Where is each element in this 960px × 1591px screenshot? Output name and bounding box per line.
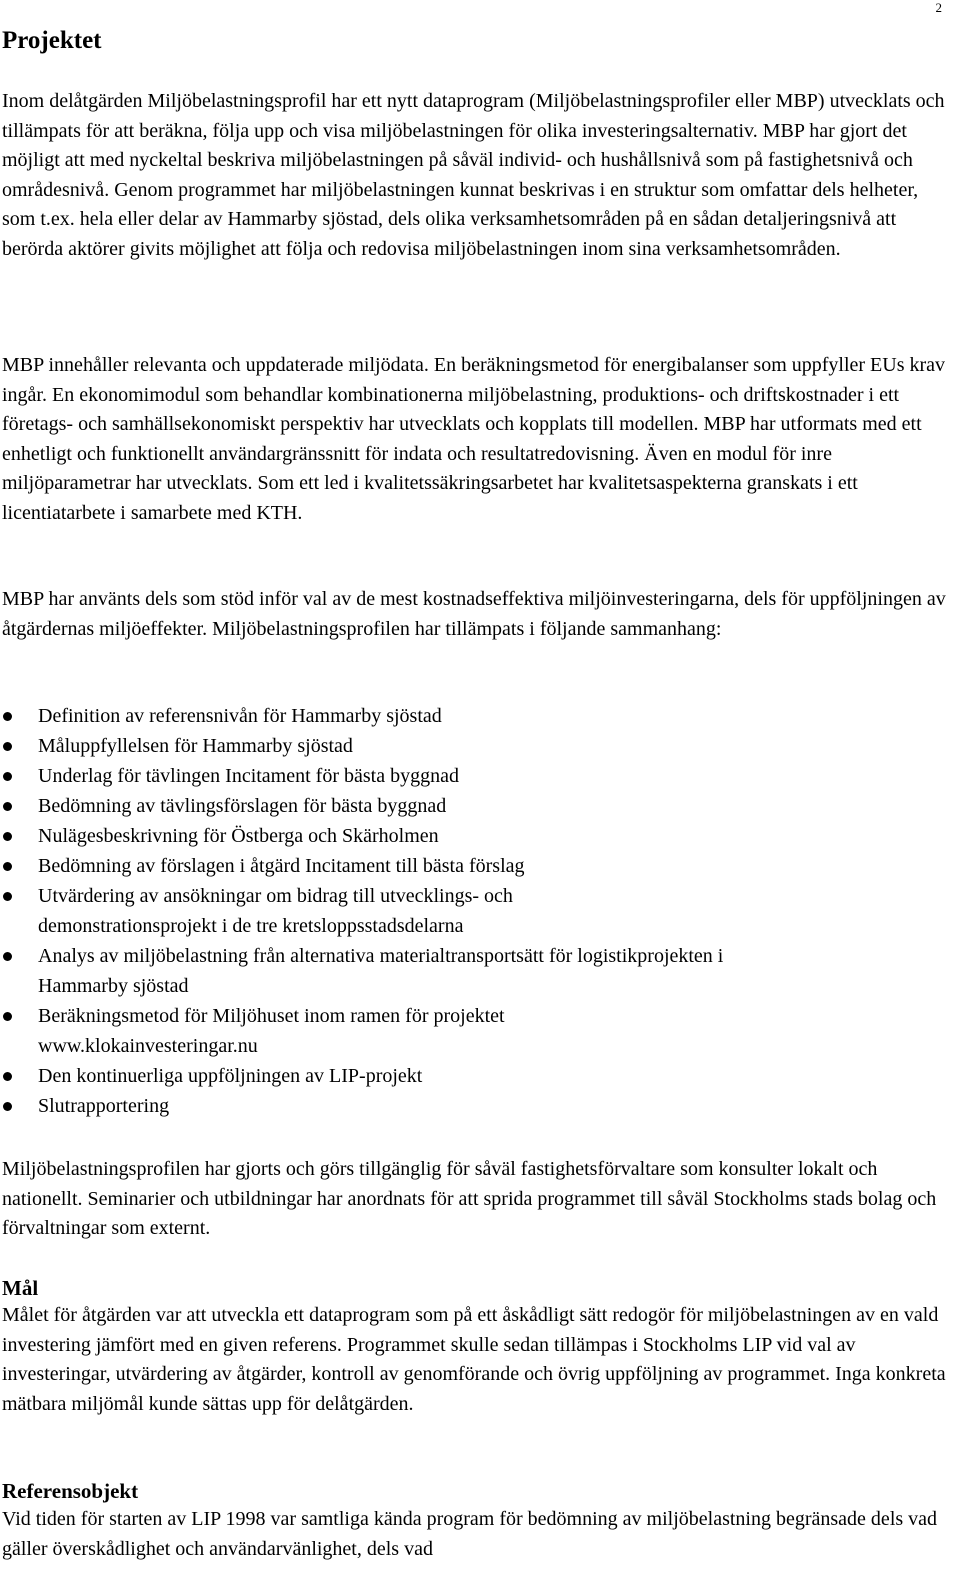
bullet-icon: [3, 862, 12, 871]
bullet-icon: [3, 742, 12, 751]
paragraph-intro: Inom delåtgärden Miljöbelastningsprofil har ett nytt dataprogram (Miljöbelastningsprofiler eller MBP) utvecklats och tillämpats för att beräkna, följa upp och visa miljöbelastningen för olika investeringsalternativ. MBP har gjort det möjligt att med nyckeltal beskriva miljöbelastningen på såväl individ- och hushållsnivå som på fastighetsnivå och områdesnivå. Genom programmet har miljöbelastningen kunnat beskrivas i en struktur som omfattar dels helheter, som t.ex. hela eller delar av Hammarby sjöstad, dels olika verksamhetsområden på en sådan detaljeringsnivå att berörda aktörer givits möjlighet att följa och redovisa miljöbelastningen inom sina verksamhetsområden.: [2, 90, 945, 260]
list-item: Underlag för tävlingen Incitament för bästa byggnad: [0, 761, 944, 791]
bullet-icon: [3, 832, 12, 841]
paragraph-availability: Miljöbelastningsprofilen har gjorts och görs tillgänglig för såväl fastighetsförvaltare som konsulter lokalt och nationellt. Seminarier och utbildningar har anordnats för att sprida programmet till såväl Stockholms stads bolag och förvaltningar som externt.: [2, 1158, 937, 1240]
bullet-icon: [3, 772, 12, 781]
bullet-icon: [3, 892, 12, 901]
paragraph-mbp-usage: MBP har använts dels som stöd inför val av de mest kostnadseffektiva miljöinvesteringarna, dels för uppföljningen av åtgärdernas miljöeffekter. Miljöbelastningsprofilen har tillämpats i följande sammanhang:: [2, 588, 946, 640]
list-item: Definition av referensnivån för Hammarby sjöstad: [0, 701, 944, 731]
section-heading-mal: Mål: [2, 1276, 39, 1300]
bullet-icon: [3, 952, 12, 961]
bullet-icon: [3, 1102, 12, 1111]
list-item: Måluppfyllelsen för Hammarby sjöstad: [0, 731, 944, 761]
list-item: Bedömning av tävlingsförslagen för bästa byggnad: [0, 791, 944, 821]
applications-list: [0, 701, 944, 1121]
list-item: Nulägesbeskrivning för Östberga och Skärholmen: [0, 821, 944, 851]
paragraph-referensobjekt: Vid tiden för starten av LIP 1998 var samtliga kända program för bedömning av miljöbelastning begränsade dels vad gäller överskådlighet och användarvänlighet, dels vad: [2, 1508, 938, 1560]
bullet-icon: [3, 712, 12, 721]
bullet-icon: [3, 1072, 12, 1081]
page-number: 2: [935, 0, 942, 15]
list-item: Analys av miljöbelastning från alternativa materialtransportsätt för logistikprojekten i Hammarby sjöstad: [0, 941, 728, 1001]
list-item: Slutrapportering: [0, 1091, 944, 1121]
section-title-projektet: Projektet: [2, 27, 102, 54]
list-item: Beräkningsmetod för Miljöhuset inom ramen för projektet www.klokainvesteringar.nu: [0, 1001, 678, 1061]
list-item: Utvärdering av ansökningar om bidrag till utvecklings- och demonstrationsprojekt i de tre kretsloppsstadsdelarna: [0, 881, 658, 941]
list-item: Bedömning av förslagen i åtgärd Incitament till bästa förslag: [0, 851, 944, 881]
paragraph-mal: Målet för åtgärden var att utveckla ett dataprogram som på ett åskådligt sätt redogör för miljöbelastningen av en vald investering jämfört med en given referens. Programmet skulle sedan tillämpas i Stockholms LIP vid val av investeringar, utvärdering av åtgärder, kontroll av genomförande och övrig uppföljning av programmet. Inga konkreta mätbara miljömål kunde sättas upp för delåtgärden.: [2, 1304, 946, 1415]
bullet-icon: [3, 802, 12, 811]
section-heading-referensobjekt: Referensobjekt: [2, 1479, 139, 1503]
bullet-icon: [3, 1012, 12, 1021]
list-item: Den kontinuerliga uppföljningen av LIP-projekt: [0, 1061, 944, 1091]
paragraph-mbp-contents: MBP innehåller relevanta och uppdaterade miljödata. En beräkningsmetod för energibalanser som uppfyller EUs krav ingår. En ekonomimodul som behandlar kombinationerna miljöbelastning, produktions- och driftskostnader i ett företags- och samhällsekonomiskt perspektiv har utvecklats och kopplats till modellen. MBP har utformats med ett enhetligt och funktionellt användargränssnitt för indata och resultatredovisning. Även en modul för inre miljöparametrar har utvecklats. Som ett led i kvalitetssäkringsarbetet har kvalitetsaspekterna granskats i ett licentiatarbete i samarbete med KTH.: [2, 354, 946, 524]
